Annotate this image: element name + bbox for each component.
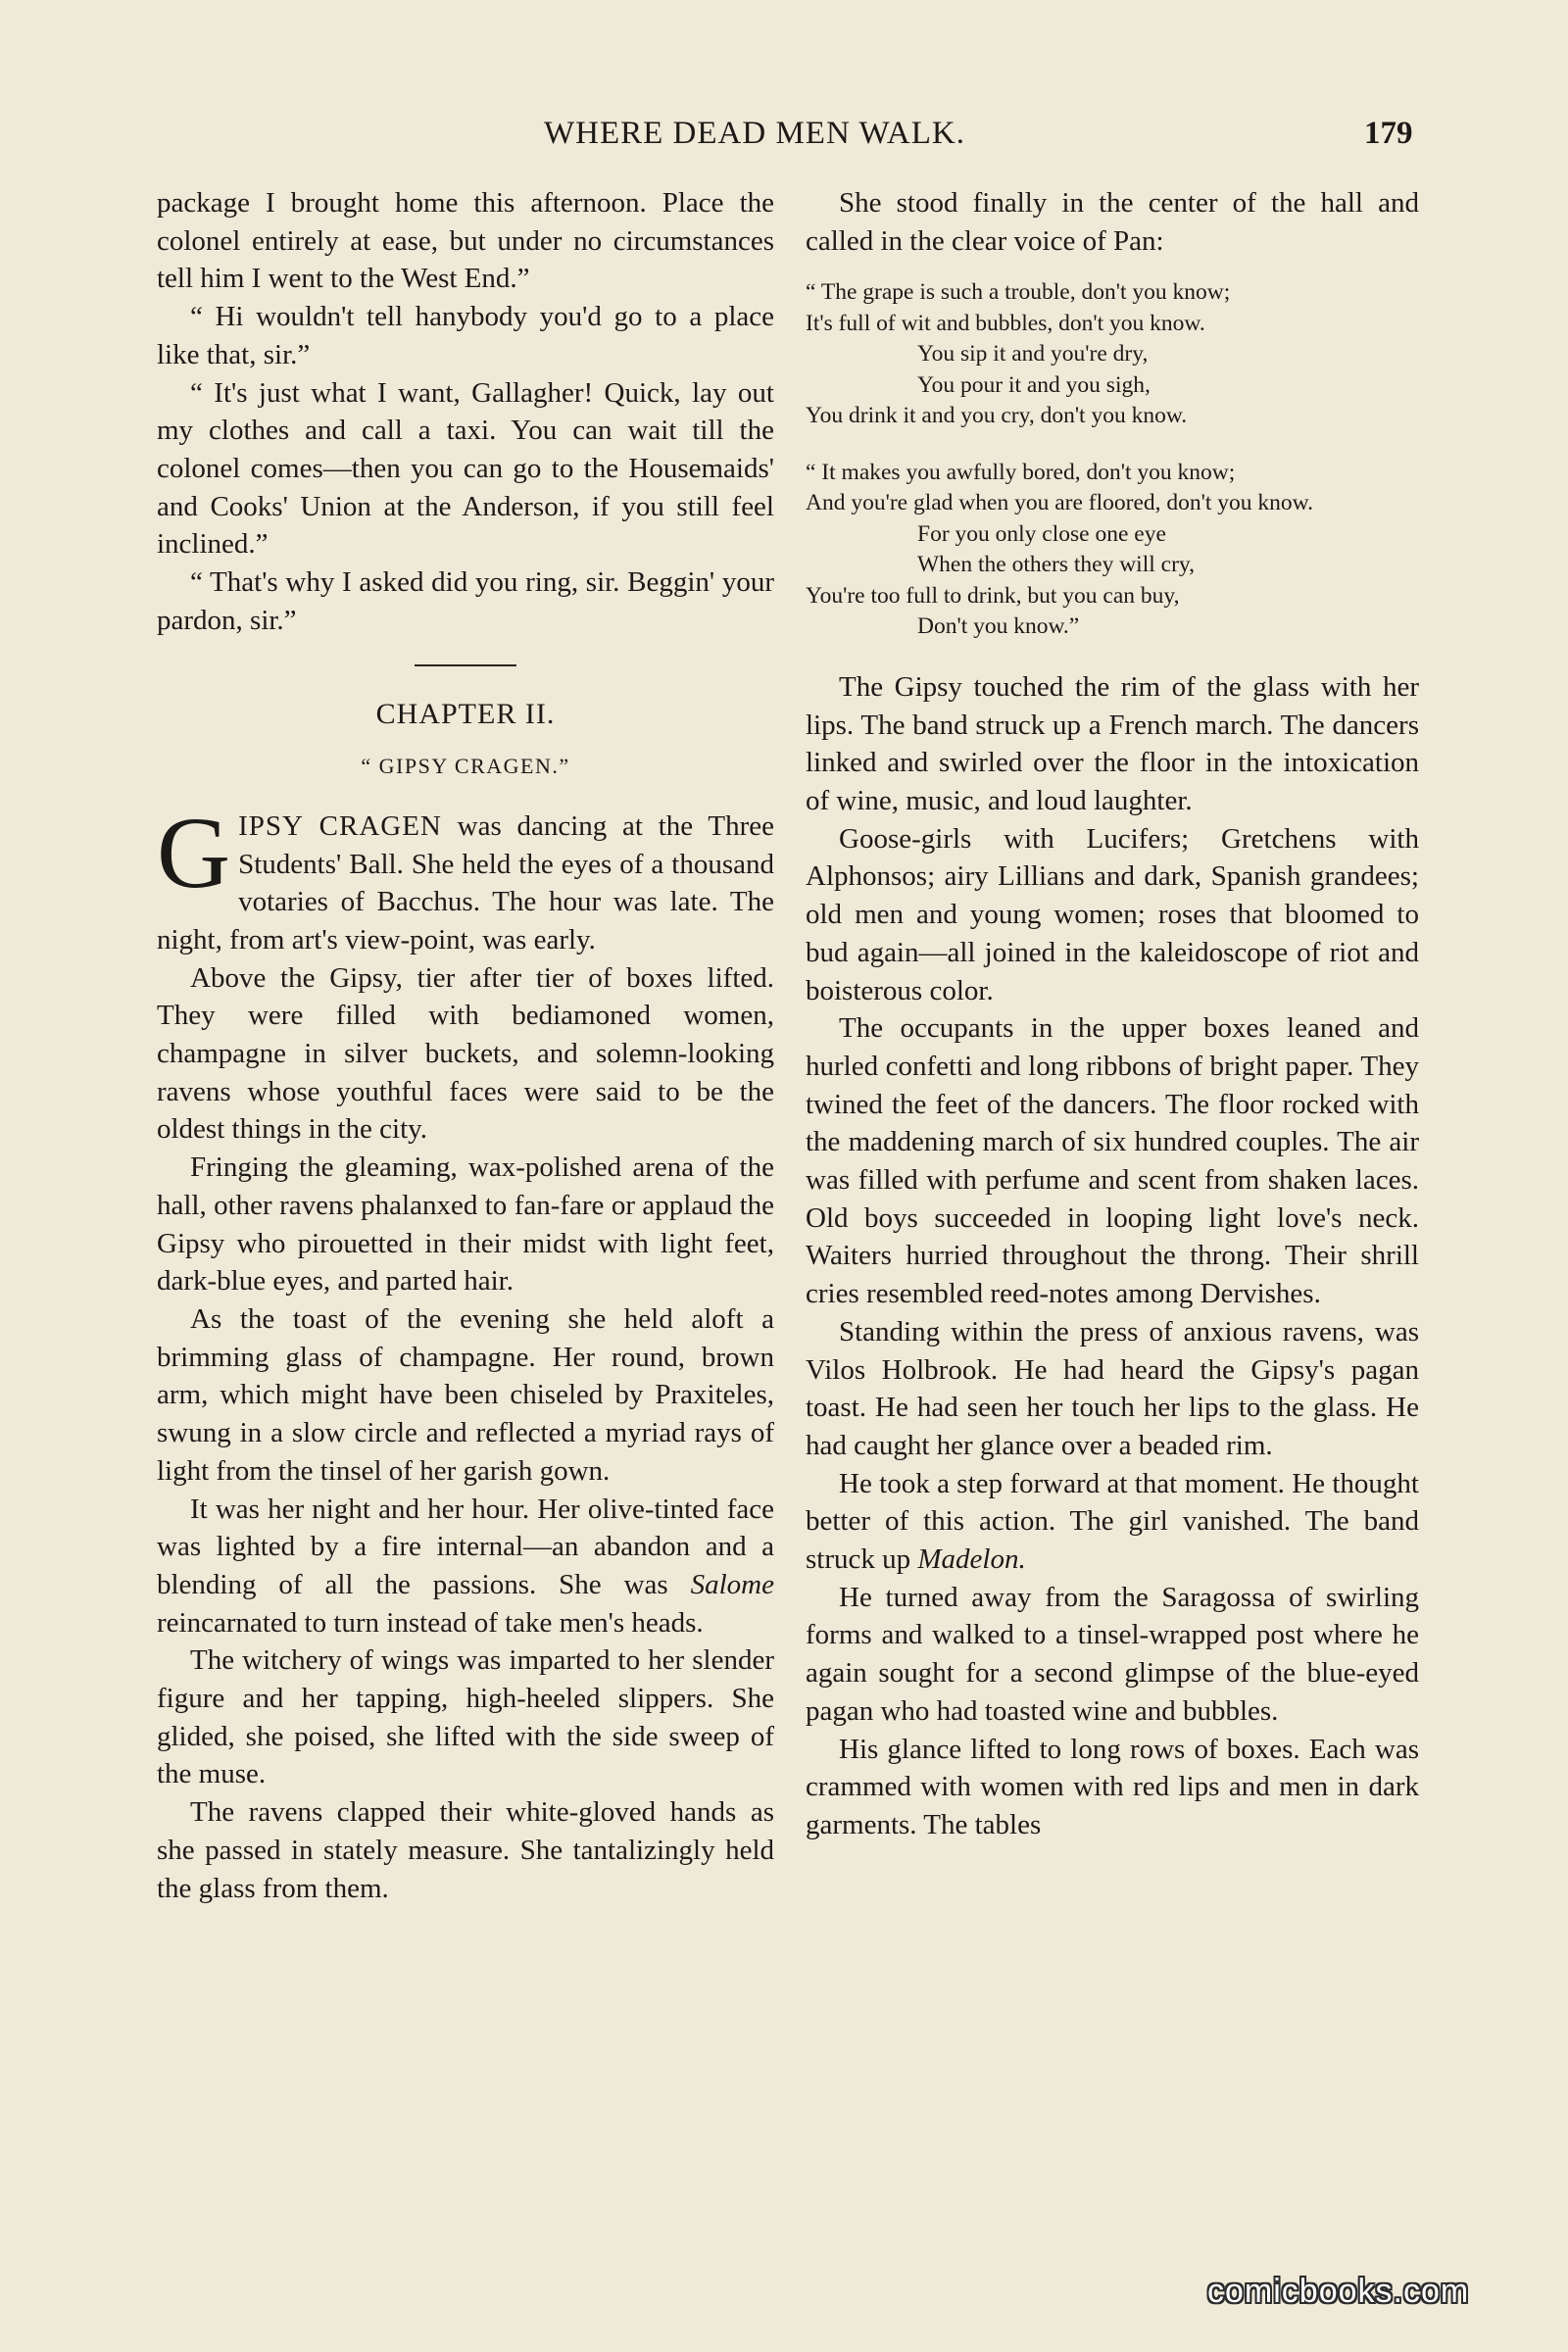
opening-smallcaps: IPSY CRAGEN xyxy=(238,809,442,842)
paragraph: The ravens clapped their white-gloved hands as she passed in stately measure. She tantalizingly held the glass from them. xyxy=(157,1796,774,1904)
verse-line: You're too full to drink, but you can buy, xyxy=(806,582,1180,609)
opening-text: was dancing at the Three Students' Ball. She held the eyes of a thousand votaries of Bacchus. The hour was late. The night, from art's view-point, was early. xyxy=(157,809,774,956)
paragraph: The occupants in the upper boxes leaned and hurled confetti and long ribbons of bright paper. They twined the feet of the dancers. The floor rocked with the maddening march of six hundred couples. The air was filled with perfume and scent from shaken laces. Old boys succeeded in looping light love's neck. Waiters hurried throughout the throng. Their shrill cries resembled reed-notes among Dervishes. xyxy=(806,1012,1419,1310)
verse-line: “ The grape is such a trouble, don't you know; xyxy=(806,279,1231,306)
chapter-subtitle: “ GIPSY CRAGEN.” xyxy=(361,754,570,779)
verse-stanza xyxy=(806,277,1419,432)
paragraph: Goose-girls with Lucifers; Gretchens with Alphonsos; airy Lillians and dark, Spanish grandees; old men and young women; roses that bloomed to bud again—all joined in the kaleidoscope of riot and boisterous color. xyxy=(806,822,1419,1006)
paragraph: As the toast of the evening she held aloft a brimming glass of champagne. Her round, brown arm, which might have been chiseled by Praxiteles, swung in a slow circle and reflected a myriad rays of light from the tinsel of her garish gown. xyxy=(157,1302,774,1487)
paragraph: Above the Gipsy, tier after tier of boxes lifted. They were filled with bediamoned women, champagne in silver buckets, and solemn-looking ravens whose youthful faces were said to be the oldest things in the city. xyxy=(157,961,774,1146)
paragraph: “ Hi wouldn't tell hanybody you'd go to a place like that, sir.” xyxy=(157,301,774,370)
verse-line: And you're glad when you are floored, don't you know. xyxy=(806,490,1313,516)
madelon-paragraph xyxy=(806,1465,1419,1579)
paragraph: package I brought home this afternoon. Place the colonel entirely at ease, but under no circumstances tell him I went to the West End.” xyxy=(157,187,774,295)
madelon-italic: Madelon. xyxy=(917,1544,1026,1576)
salome-text-after: reincarnated to turn instead of take men's heads. xyxy=(157,1606,704,1639)
left-column xyxy=(157,184,774,1907)
paragraph: “ It's just what I want, Gallagher! Quick, lay out my clothes and call a taxi. You can wait till the colonel comes—then you can go to the Housemaids' and Cooks' Union at the Anderson, if you still feel inclined.” xyxy=(157,376,774,561)
verse-line: For you only close one eye xyxy=(917,520,1166,547)
paragraph: She stood finally in the center of the hall and called in the clear voice of Pan: xyxy=(806,187,1419,257)
page-number: 179 xyxy=(1364,116,1413,151)
running-head: WHERE DEAD MEN WALK. xyxy=(544,116,966,151)
paragraph: Fringing the gleaming, wax-polished arena of the hall, other ravens phalanxed to fan-fare or applaud the Gipsy who pirouetted in their midst with light feet, dark-blue eyes, and parted hair. xyxy=(157,1152,774,1298)
salome-paragraph xyxy=(157,1491,774,1642)
opening-paragraph xyxy=(157,796,774,959)
right-column xyxy=(806,184,1419,1844)
paragraph: Standing within the press of anxious ravens, was Vilos Holbrook. He had heard the Gipsy's pagan toast. He had seen her touch her lips to the glass. He had caught her glance over a beaded rim. xyxy=(806,1315,1419,1461)
paragraph: “ That's why I asked did you ring, sir. Beggin' your pardon, sir.” xyxy=(157,566,774,636)
paragraph: His glance lifted to long rows of boxes. Each was crammed with women with red lips and men in dark garments. The tables xyxy=(806,1733,1419,1840)
verse-line: You sip it and you're dry, xyxy=(917,341,1149,368)
verse-line: “ It makes you awfully bored, don't you know; xyxy=(806,459,1236,485)
paragraph: He turned away from the Saragossa of swirling forms and walked to a tinsel-wrapped post where he again sought for a second glimpse of the blue-eyed pagan who had toasted wine and bubbles. xyxy=(806,1581,1419,1727)
verse-stanza xyxy=(806,458,1419,643)
salome-text-before: It was her night and her hour. Her olive-tinted face was lighted by a fire internal—an abandon and a blending of all the passions. She was xyxy=(157,1493,774,1600)
madelon-text-before: He took a step forward at that moment. He thought better of this action. The girl vanished. The band struck up xyxy=(806,1467,1419,1576)
chapter-title: CHAPTER II. xyxy=(375,698,556,731)
watermark: comicbooks.com xyxy=(1207,2273,1470,2310)
paragraph: The witchery of wings was imparted to her slender figure and her tapping, high-heeled slippers. She glided, she poised, she lifted with the side sweep of the muse. xyxy=(157,1644,774,1790)
verse-line: When the others they will cry, xyxy=(917,552,1195,578)
verse-line: You pour it and you sigh, xyxy=(917,371,1151,398)
verse-line: Don't you know.” xyxy=(917,613,1080,640)
paragraph: The Gipsy touched the rim of the glass with her lips. The band struck up a French march. The dancers linked and swirled over the floor in the intoxication of wine, music, and loud laughter. xyxy=(806,670,1419,817)
section-divider xyxy=(415,664,516,666)
verse-line: You drink it and you cry, don't you know. xyxy=(806,403,1188,429)
verse xyxy=(806,277,1419,643)
verse-line: It's full of wit and bubbles, don't you know. xyxy=(806,310,1205,336)
drop-cap: G xyxy=(157,796,231,909)
salome-italic: Salome xyxy=(690,1568,774,1600)
